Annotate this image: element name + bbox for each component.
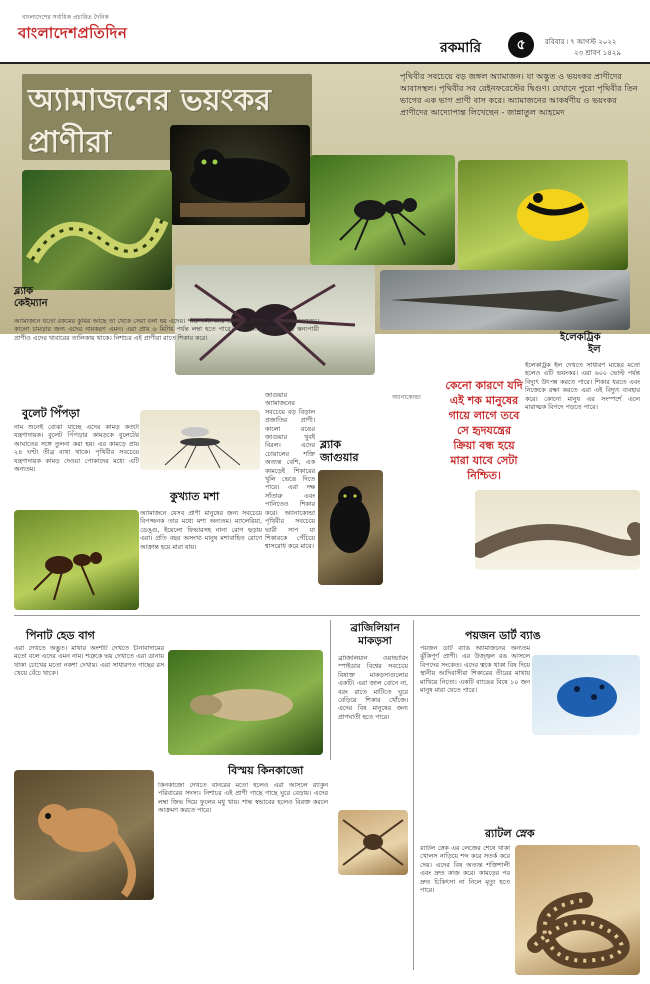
ant-icon: [310, 155, 455, 265]
ant-photo-top: [310, 155, 455, 265]
peanut-head-bug-heading: পিনাট হেড বাগ: [26, 629, 95, 642]
frog-photo: [458, 160, 628, 270]
page-number: ৫: [508, 32, 534, 58]
rattlesnake-photo: [515, 845, 640, 975]
brazilian-spider-heading-line2: মাকড়সা: [358, 635, 392, 647]
jaguar-photo: [318, 470, 383, 585]
rattlesnake-icon: [515, 845, 640, 975]
black-jaguar-text-col2: [385, 404, 443, 594]
frog-icon: [458, 160, 628, 270]
bullet-ant-text: নাম শুনেই বোঝা যাচ্ছে এদের কামড় কতটা যন্ত্রণাদায়ক। বুলেট পিঁপড়ার কামড়কে বুলেটের আঘাতের সঙ্গে তুলনা করা হয়। এর কামড়ে প্রায় ২৪ ঘণ্টা তীব্র ব্যথা থাকে। পৃথিবীর সবচেয়ে যন্ত্রণাদায়ক কামড় দেওয়া পোকাদের মধ্যে এটি অন্যতম।: [14, 424, 139, 474]
electric-eel-heading: [560, 332, 601, 356]
mosquito-icon: [140, 410, 260, 470]
divider-v2: [413, 620, 414, 970]
poison-dart-frog-photo: [532, 655, 640, 735]
black-panther-photo: [170, 125, 310, 225]
mosquito-photo: [140, 410, 260, 470]
snake-photo: [22, 170, 172, 290]
black-caiman-text: অ্যামাজনে যতো রকমের কুমির আছে তা থেকে সেরা বলা হয় এদের। শক্তিশালী আর ভয়ংকর প্রাণীদের মধ্যে এরা অন্যতম। কালো চামড়ার জন্য এদের নামকরণ এমন। এরা প্রায় ৬ মিটার পর্যন্ত লম্বা হতে পারে। মাছ, পাখি এমনকি বড় স্তন্যপায়ী প্রাণীও এদের খাবারের তালিকায় থাকে। নিশাচর এই প্রাণীরা রাতে শিকার করে।: [14, 318, 319, 342]
black-jaguar-heading-line2: জাগুয়ার: [320, 451, 359, 464]
logo-part1: বাংলাদেশ: [18, 24, 78, 42]
brazilian-spider-photo: [338, 810, 408, 875]
pull-quote: কেনো কারণে যদি এই শক মানুষের গায়ে লাগে তবে সে হৃদযন্ত্রের ক্রিয়া বন্ধ হয়ে মারা যাবে সেটা নিশ্চিত।: [445, 379, 523, 482]
section-name: রকমারি: [440, 40, 482, 56]
blue-frog-icon: [532, 655, 640, 735]
kinkajou-text: কিনকাজো দেখতে বানরের মতো হলেও এরা আসলে র‍্যাকুন পরিবারের সদস্য। নিশাচর এই প্রাণী গাছে গাছে ঘুরে বেড়ায়। এদের লম্বা জিভ দিয়ে ফুলের মধু খায়। শান্ত স্বভাবের হলেও বিরক্ত করলে আক্রমণ করতে পারে।: [158, 782, 328, 815]
bug-icon: [168, 650, 323, 755]
poison-dart-frog-heading: পয়জন ডার্ট ব্যাঙ: [465, 629, 541, 642]
jaguar-icon: [318, 470, 383, 585]
mosquito-text: অ্যামাজনে যেসব প্রাণী মানুষের জন্য সবচেয়ে বিপজ্জনক তার মধ্যে মশা অন্যতম। ম্যালেরিয়া, ডেঙ্গু, ইয়েলো ফিভারসহ নানা রোগ ছড়ায় এরা। প্রতি বছর অসংখ্য মানুষ মশাবাহিত রোগে আক্রান্ত হয়ে মারা যায়।: [140, 510, 262, 551]
date-line2: ২৩ শ্রাবণ ১৪২৯: [574, 49, 621, 57]
intro-text: পৃথিবীর সবচেয়ে বড় জঙ্গল অ্যামাজন। যা অদ্ভুত ও ভয়ংকর প্রাণীদের আবাসস্থল। পৃথিবীর সব রেইনফরেস্টের দ্বিগুণ। যেখানে পুরো পৃথিবীর তিন ভাগের এক ভাগ প্রাণী বাস করে। অ্যামাজনের আকর্ষণীয় ও ভয়ংকর প্রাণীদের আদ্যোপান্ত লিখেছেন - জান্নাতুল আহমেদ: [400, 71, 638, 117]
black-jaguar-text: জাগুয়ার অ্যামাজনের সবচেয়ে বড় বিড়াল প্রজাতির প্রাণী। কালো রঙের জাগুয়ার খুবই বিরল। এদের চোয়ালের শক্তি অত্যন্ত বেশি, এক কামড়েই শিকারের খুলি ভেঙে দিতে পারে। এরা দক্ষ সাঁতারু এবং পানিতেও শিকার করে। অ্যানাকোন্ডা পৃথিবীর সবচেয়ে ভারী সাপ যা শিকারকে পেঁচিয়ে শ্বাসরোধ করে মারে।: [265, 392, 315, 551]
brazilian-spider-heading: [345, 622, 405, 648]
bullet-ant-photo: [14, 510, 139, 610]
mosquito-heading: কুখ্যাত মশা: [170, 490, 220, 503]
divider-v1: [330, 620, 331, 760]
anaconda-icon: [22, 170, 172, 290]
tagline: বাংলাদেশের সর্বাধিক প্রচারিত দৈনিক: [22, 14, 109, 21]
black-caiman-heading-line2: কেইম্যান: [14, 298, 48, 309]
masthead: [0, 0, 650, 64]
rattlesnake-heading: র‍্যাটল স্নেক: [485, 827, 535, 840]
eel-icon: [475, 490, 640, 570]
electric-eel-photo: [475, 490, 640, 570]
kinkajou-photo: [14, 770, 154, 900]
black-caiman-heading-line1: ব্ল্যাক: [14, 286, 34, 297]
peanut-head-bug-text: এরা দেখতে অদ্ভুত। মাথার অংশটি দেখতে চীনাবাদামের মতো বলে এদের এমন নাম। শত্রুকে ভয় দেখাতে এরা ডানায় থাকা চোখের মতো নকশা দেখায়। এরা সাধারণত গাছের রস খেয়ে বেঁচে থাকে।: [14, 645, 164, 678]
peanut-head-bug-photo: [168, 650, 323, 755]
panther-icon: [170, 125, 310, 225]
poison-dart-frog-text: পয়জন ডার্ট ব্যাঙ অ্যামাজনের অন্যতম ঝুঁকিপূর্ণ প্রাণী। এর উজ্জ্বল রঙ আসলে বিপদের সংকেত। এদের ত্বকে থাকা বিষ দিয়ে স্থানীয় আদিবাসীরা শিকারের তীরের মাথায় মাখিয়ে নিতো। একটি ব্যাঙের বিষে ১০ জন মানুষ মারা যেতে পারে।: [420, 645, 530, 695]
newspaper-logo[interactable]: [18, 22, 127, 47]
electric-eel-heading-line1: ইলেকট্রিক: [560, 332, 601, 343]
black-jaguar-heading-line1: ব্ল্যাক: [320, 438, 342, 451]
brazilian-spider-text: ব্রাজিলিয়ান ওয়ান্ডারিং স্পাইডার বিশ্বের সবচেয়ে বিষাক্ত মাকড়সাগুলোর একটি। এরা জাল বোনে না, বরং রাতে মাটিতে ঘুরে বেড়িয়ে শিকার খোঁজে। এদের বিষ মানুষের জন্য প্রাণঘাতী হতে পারে।: [338, 655, 408, 721]
kinkajou-heading: বিস্ময় কিনকাজো: [228, 764, 304, 777]
bullet-ant-icon: [14, 510, 139, 610]
anaconda-label: অ্যানাকোন্ডা: [392, 394, 421, 401]
bullet-ant-heading: বুলেট পিঁপড়া: [22, 407, 80, 420]
date-line1: রবিবার ৷ ৭ আগস্ট ২০২২: [545, 38, 617, 46]
caiman-photo: [380, 270, 630, 330]
brazilian-spider-icon: [338, 810, 408, 875]
rattlesnake-text: র‍্যাটল স্নেক এর লেজের শেষে থাকা খোলস নাড়িয়ে শব্দ করে সতর্ক করে দেয়। এদের বিষ অত্যন্ত শক্তিশালী এবং দ্রুত কাজ করে। কামড়ের পর দ্রুত চিকিৎসা না নিলে মৃত্যু হতে পারে।: [420, 845, 510, 895]
logo-part2: প্রতিদিন: [77, 24, 128, 42]
kinkajou-icon: [14, 770, 154, 900]
black-jaguar-heading: [320, 438, 359, 464]
title-line2: প্রাণীরা: [28, 125, 112, 160]
electric-eel-text: ইলেকট্রিক ইল দেখতে সাধারণ মাছের মতো হলেও এটি ভয়ংকর। এরা ৬০০ ভোল্ট পর্যন্ত বিদ্যুৎ উৎপন্ন করতে পারে। শিকার ধরতে এবং নিজেকে রক্ষা করতে এরা এই বিদ্যুৎ ব্যবহার করে। কোনো মানুষ এর সংস্পর্শে এলে মারাত্মক বিপদে পড়তে পারে।: [525, 362, 640, 412]
black-caiman-heading: [14, 286, 48, 310]
divider-mid: [14, 615, 640, 616]
brazilian-spider-heading-line1: ব্রাজিলিয়ান: [350, 622, 400, 634]
electric-eel-heading-line2: ইল: [587, 344, 601, 355]
title-line1: অ্যামাজনের ভয়ংকর: [28, 83, 271, 118]
caiman-icon: [380, 270, 630, 330]
